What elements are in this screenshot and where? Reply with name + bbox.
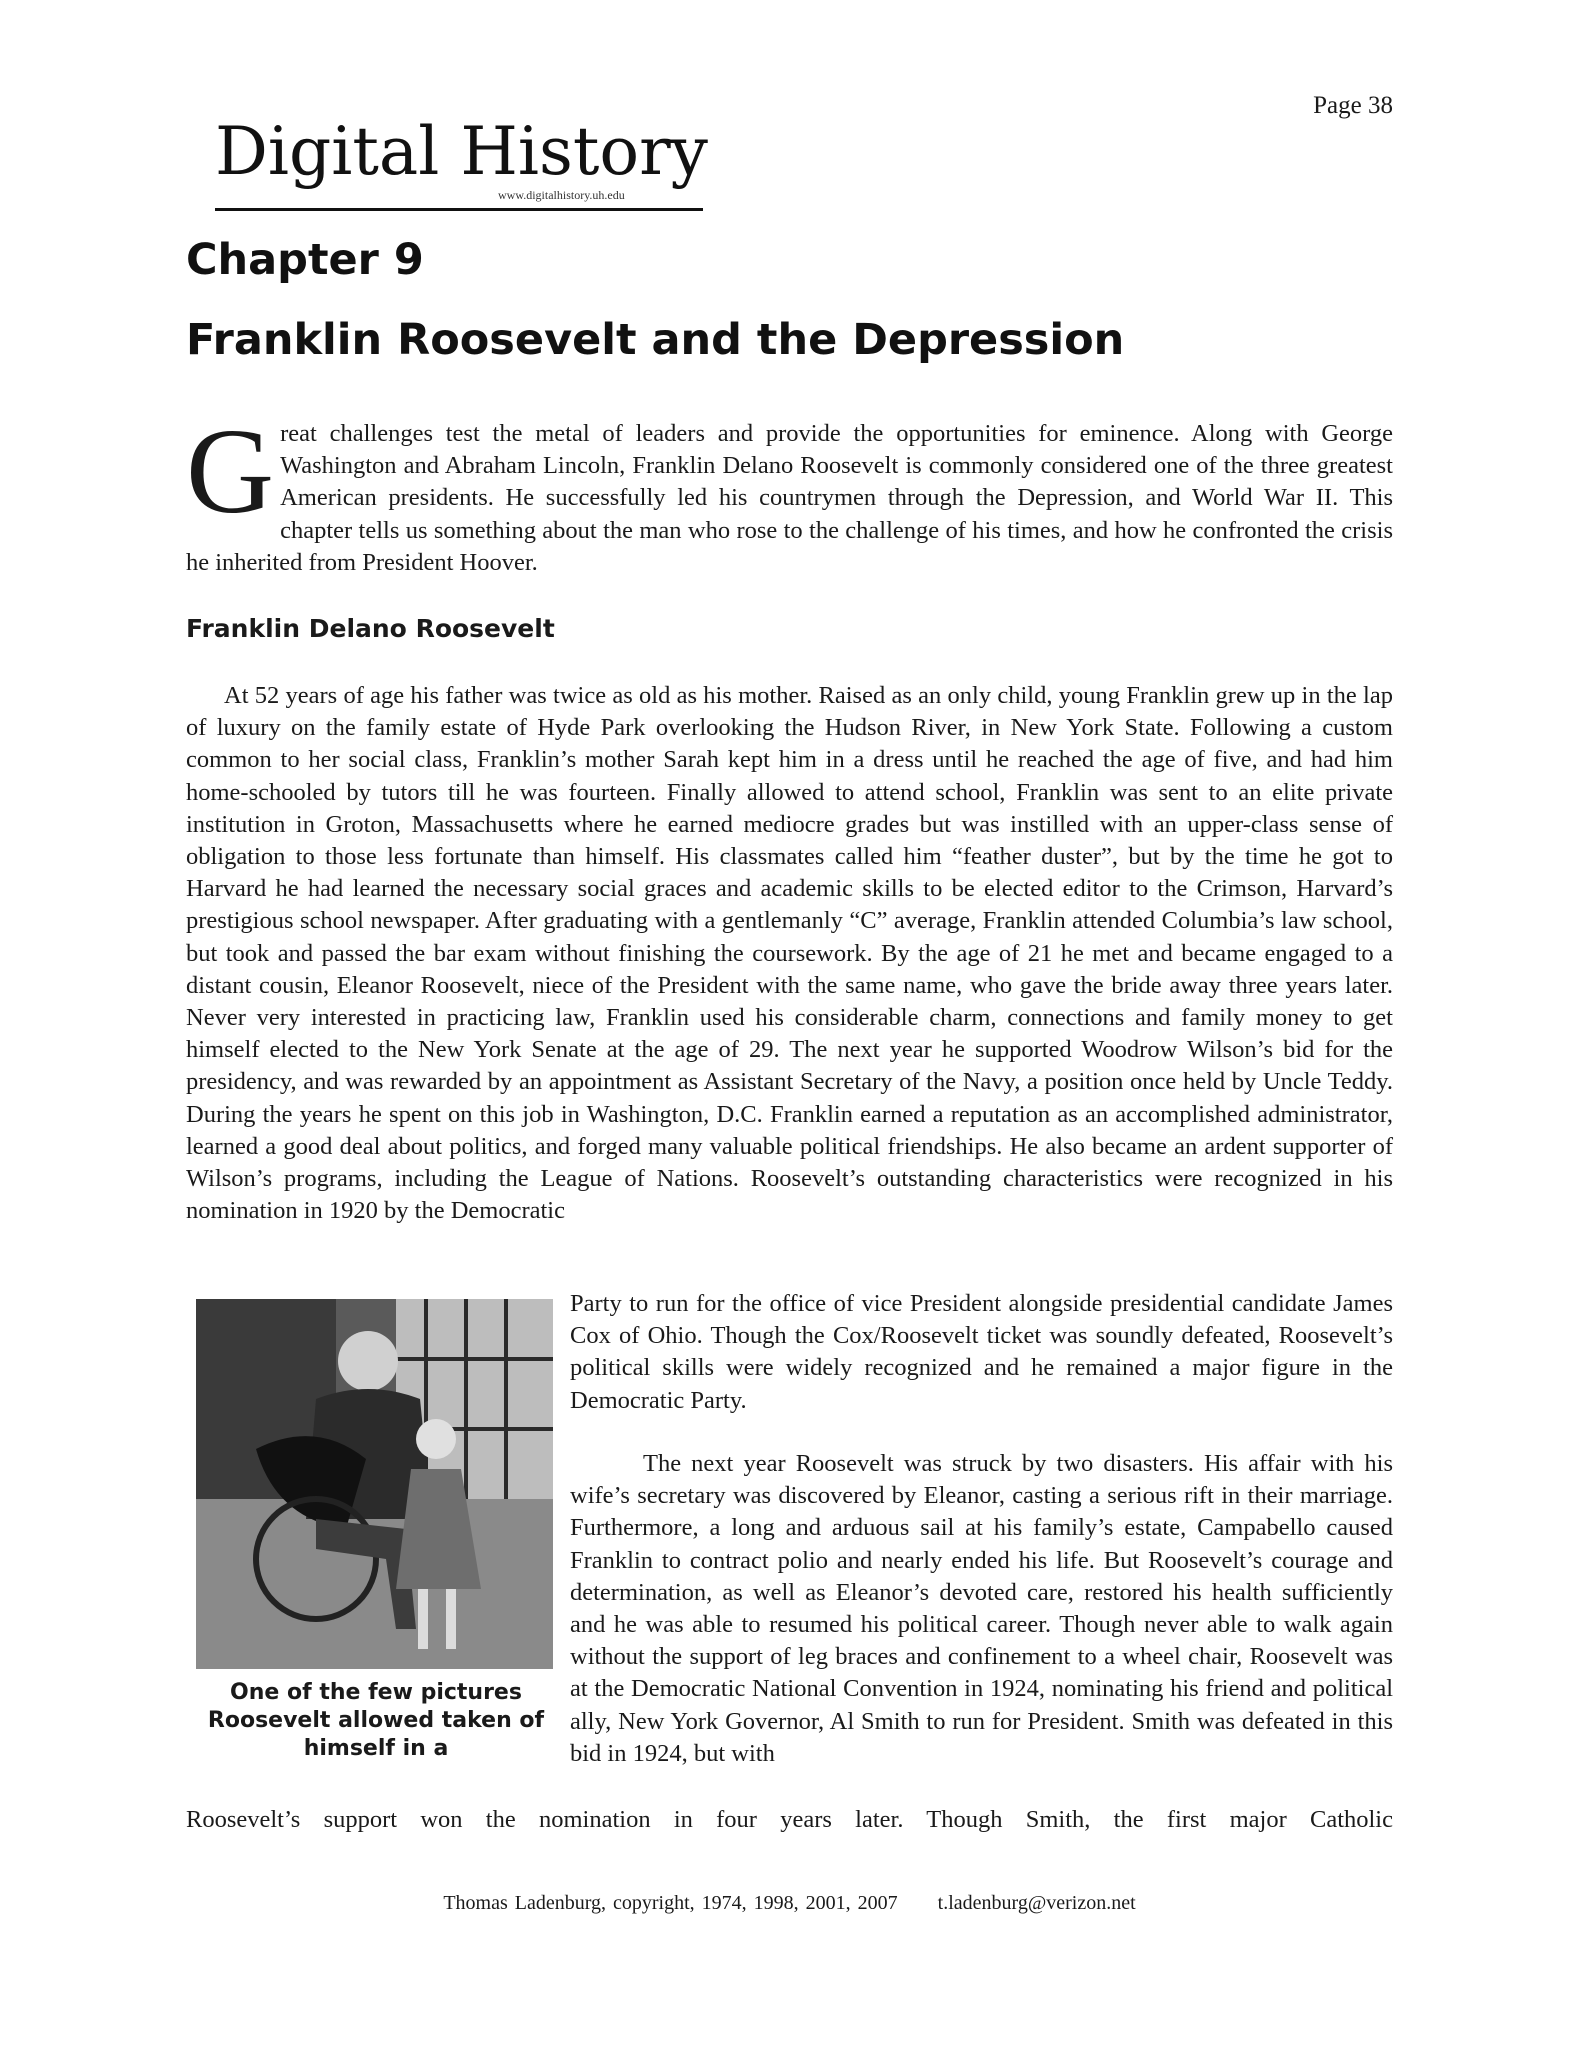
section-heading: Franklin Delano Roosevelt <box>186 614 555 643</box>
drop-cap: G <box>186 404 275 539</box>
logo-url: www.digitalhistory.uh.edu <box>498 188 625 202</box>
page-number: Page 38 <box>1313 92 1393 119</box>
roosevelt-photo <box>196 1299 553 1669</box>
intro-paragraph <box>186 404 1393 579</box>
logo-underline <box>215 208 703 211</box>
chapter-title: Franklin Roosevelt and the Depression <box>186 315 1125 365</box>
logo-wordmark: Digital History <box>215 113 708 190</box>
intro-text: reat challenges test the metal of leaders and provide the opportunities for eminence. Along with George Washington and Abraham Lincoln, Franklin Delano Roosevelt is commonly considered one of the three greatest American presidents. He successfully led his countrymen through the Depression, and World War II. This chapter tells us something about the man who rose to the challenge of his times, and how he confronted the crisis he inherited from President Hoover. <box>186 420 1393 576</box>
page-footer <box>186 1892 1393 1915</box>
footer-copyright: Thomas Ladenburg, copyright, 1974, 1998, 2001, 2007 <box>443 1892 898 1914</box>
chapter-number: Chapter 9 <box>186 235 424 285</box>
paragraph-1: At 52 years of age his father was twice as old as his mother. Raised as an only child, young Franklin grew up in the lap of luxury on the family estate of Hyde Park overlooking the Hudson River, in New York State. Following a custom common to her social class, Franklin’s mother Sarah kept him in a dress until he reached the age of five, and had him home-schooled by tutors till he was fourteen. Finally allowed to attend school, Franklin was sent to an elite private institution in Groton, Massachusetts where he earned mediocre grades but was instilled with an upper-class sense of obligation to those less fortunate than himself. His classmates called him “feather duster”, but by the time he got to Harvard he had learned the necessary social graces and academic skills to be elected editor to the Crimson, Harvard’s prestigious school newspaper. After graduating with a gentlemanly “C” average, Franklin attended Columbia’s law school, but took and passed the bar exam without finishing the coursework. By the age of 21 he met and became engaged to a distant cousin, Eleanor Roosevelt, niece of the President with the same name, who gave the bride away three years later. Never very interested in practicing law, Franklin used his considerable charm, connections and family money to get himself elected to the New York Senate at the age of 29. The next year he supported Woodrow Wilson’s bid for the presidency, and was rewarded by an appointment as Assistant Secretary of the Navy, a position once held by Uncle Teddy. During the years he spent on this job in Washington, D.C. Franklin earned a reputation as an accomplished administrator, learned a good deal about politics, and forged many valuable political friendships. He also became an ardent supporter of Wilson’s programs, including the League of Nations. Roosevelt’s outstanding characteristics were recognized in his nomination in 1920 by the Democratic <box>186 682 1393 1225</box>
main-column <box>186 680 1393 1227</box>
paragraph-1-continued: Party to run for the office of vice President alongside presidential candidate James Cox of Ohio. Though the Cox/Roosevelt ticket was soundly defeated, Roosevelt’s political skills were widely recognized and he remained a major figure in the Democratic Party. <box>570 1290 1393 1414</box>
footer-email: t.ladenburg@verizon.net <box>937 1892 1136 1914</box>
chapter-heading <box>186 220 1124 380</box>
digital-history-logo <box>215 112 708 212</box>
paragraph-2: The next year Roosevelt was struck by two disasters. His affair with his wife’s secretary was discovered by Eleanor, casting a serious rift in their marriage. Furthermore, a long and arduous sail at his family’s estate, Campabello caused Franklin to contract polio and nearly ended his life. But Roosevelt’s courage and determination, as well as Eleanor’s devoted care, restored his health sufficiently and he was able to resumed his political career. Though never able to walk again without the support of leg braces and confinement to a wheel chair, Roosevelt was at the Democratic National Convention in 1924, nominating his friend and political ally, New York Governor, Al Smith to run for President. Smith was defeated in this bid in 1924, but with <box>570 1450 1393 1767</box>
figure-caption: One of the few pictures Roosevelt allowed taken of himself in a <box>207 1680 545 1761</box>
paragraph-2-last-line: Roosevelt’s support won the nomination in four years later. Though Smith, the first major Catholic <box>186 1806 1393 1833</box>
